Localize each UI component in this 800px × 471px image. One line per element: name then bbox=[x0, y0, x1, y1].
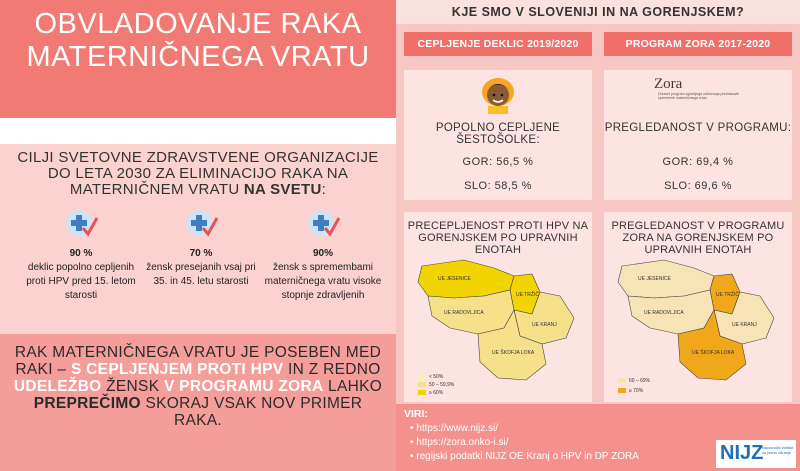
sources-title: VIRI: bbox=[404, 408, 428, 420]
map-label: UE TRŽIČ bbox=[716, 292, 739, 298]
legend-swatch-low bbox=[618, 378, 626, 383]
map-label: UE KRANJ bbox=[532, 322, 557, 328]
vaccination-card bbox=[404, 70, 592, 200]
col-header-vaccination: CEPLJENJE DEKLIC 2019/2020 bbox=[404, 32, 592, 56]
hpv-map-title: PRECEPLJENOST PROTI HPV NA GORENJSKEM PO UPRAVNIH ENOTAH bbox=[407, 220, 589, 256]
col-header-zora: PROGRAM ZORA 2017-2020 bbox=[604, 32, 792, 56]
source-link-nijz[interactable]: • https://www.nijz.si/ bbox=[410, 423, 498, 434]
legend-swatch-low bbox=[418, 374, 426, 379]
msg-part: LAHKO bbox=[323, 378, 383, 395]
medical-check-icon bbox=[306, 206, 340, 240]
key-message bbox=[10, 344, 386, 429]
msg-bold: PREPREČIMO bbox=[33, 395, 141, 412]
vaccination-gor-stat: GOR: 56,5 % bbox=[462, 156, 534, 168]
zora-gor-stat: GOR: 69,4 % bbox=[662, 156, 734, 168]
right-header bbox=[396, 0, 800, 24]
zora-map-title: PREGLEDANOST V PROGRAMU ZORA NA GORENJSKEM PO UPRAVNIH ENOTAH bbox=[611, 220, 785, 256]
goal-2-percent: 70 % bbox=[189, 248, 213, 259]
hpv-map-card bbox=[404, 212, 592, 402]
msg-highlight: V PROGRAMU ZORA bbox=[163, 378, 324, 395]
goal-1-text: deklic popolno cepljenih proti HPV pred 15. letom starosti bbox=[26, 262, 136, 301]
hpv-map bbox=[414, 256, 584, 400]
nijz-logo bbox=[716, 440, 796, 468]
source-regional-data: • regijski podatki NIJZ OE Kranj o HPV in DP ZORA bbox=[410, 451, 639, 462]
goal-2-text: žensk presejanih vsaj pri 35. in 45. letu starosti bbox=[146, 262, 256, 287]
nijz-logo-subtitle: Nacionalni inštitut za javno zdravje bbox=[762, 445, 794, 455]
goal-1-percent: 90 % bbox=[69, 248, 93, 259]
legend-label: 50 – 59,9% bbox=[429, 382, 455, 388]
vaccination-slo-stat: SLO: 58,5 % bbox=[464, 180, 532, 192]
zora-map bbox=[614, 256, 784, 400]
msg-part: IN Z REDNO bbox=[283, 361, 381, 378]
nijz-logo-text: NIJZ bbox=[720, 442, 764, 464]
map-label: UE RADOVLJICA bbox=[644, 310, 684, 316]
goals-heading bbox=[6, 150, 390, 198]
map-label: UE RADOVLJICA bbox=[444, 310, 484, 316]
medical-check-icon bbox=[184, 206, 218, 240]
map-label: UE KRANJ bbox=[732, 322, 757, 328]
right-panel bbox=[396, 0, 800, 471]
goal-3-text: žensk s spremembami materničnega vratu visoke stopnje zdravljenih bbox=[264, 262, 382, 301]
legend-label: ≥ 60% bbox=[429, 390, 444, 396]
goal-3 bbox=[262, 206, 384, 303]
map-label: UE TRŽIČ bbox=[516, 292, 539, 298]
goal-1 bbox=[20, 206, 142, 303]
key-message-section bbox=[0, 334, 396, 471]
zora-map-card bbox=[604, 212, 792, 402]
map-label: UE ŠKOFJA LOKA bbox=[692, 350, 735, 356]
legend-swatch-high bbox=[618, 388, 626, 393]
legend-swatch-high bbox=[418, 390, 426, 395]
legend-label: 60 – 69% bbox=[629, 378, 651, 384]
goal-2 bbox=[140, 206, 262, 289]
medical-check-icon bbox=[64, 206, 98, 240]
map-label: UE JESENICE bbox=[438, 276, 471, 282]
goal-3-percent: 90% bbox=[312, 248, 333, 259]
zora-card-title: PREGLEDANOST V PROGRAMU: bbox=[604, 122, 792, 134]
legend-swatch-mid bbox=[418, 382, 426, 387]
goals-heading-colon: : bbox=[321, 181, 327, 198]
legend-label: < 50% bbox=[429, 374, 444, 380]
left-panel bbox=[0, 0, 396, 471]
divider-strip bbox=[0, 118, 396, 144]
who-goals-section bbox=[0, 144, 396, 334]
msg-highlight: S CEPLJENJEM PROTI HPV bbox=[70, 361, 284, 378]
map-label: UE JESENICE bbox=[638, 276, 671, 282]
source-link-zora[interactable]: • https://zora.onko-i.si/ bbox=[410, 437, 509, 448]
goals-heading-text: CILJI SVETOVNE ZDRAVSTVENE ORGANIZACIJE DO LETA 2030 ZA ELIMINACIJO RAKA NA MATERNIČNEM VRATU bbox=[17, 149, 379, 198]
msg-highlight: UDELEŽBO bbox=[13, 378, 102, 395]
map-label: UE ŠKOFJA LOKA bbox=[492, 350, 535, 356]
zora-logo-subtitle: Državni program zgodnjega odkrivanja predrakavih sprememb materničnega vratu bbox=[658, 92, 740, 101]
msg-part: SKORAJ VSAK NOV PRIMER RAKA. bbox=[140, 395, 363, 429]
zora-logo: Zora bbox=[654, 76, 683, 92]
page-title: OBVLADOVANJE RAKA MATERNIČNEGA VRATU bbox=[26, 8, 370, 73]
vaccination-card-title: POPOLNO CEPLJENE ŠESTOŠOLKE: bbox=[435, 122, 561, 146]
girl-avatar-icon bbox=[480, 76, 516, 114]
msg-part: RAK MATERNIČNEGA VRATU JE POSEBEN MED RAKI – bbox=[14, 344, 382, 378]
sources-section bbox=[396, 404, 800, 471]
title-box bbox=[0, 0, 396, 118]
zora-slo-stat: SLO: 69,6 % bbox=[664, 180, 732, 192]
zora-card bbox=[604, 70, 792, 200]
right-title: KJE SMO V SLOVENIJI IN NA GORENJSKEM? bbox=[451, 5, 745, 19]
goals-heading-bold: NA SVETU bbox=[243, 181, 322, 198]
msg-part: ŽENSK bbox=[101, 378, 164, 395]
legend-label: ≥ 70% bbox=[629, 388, 644, 394]
